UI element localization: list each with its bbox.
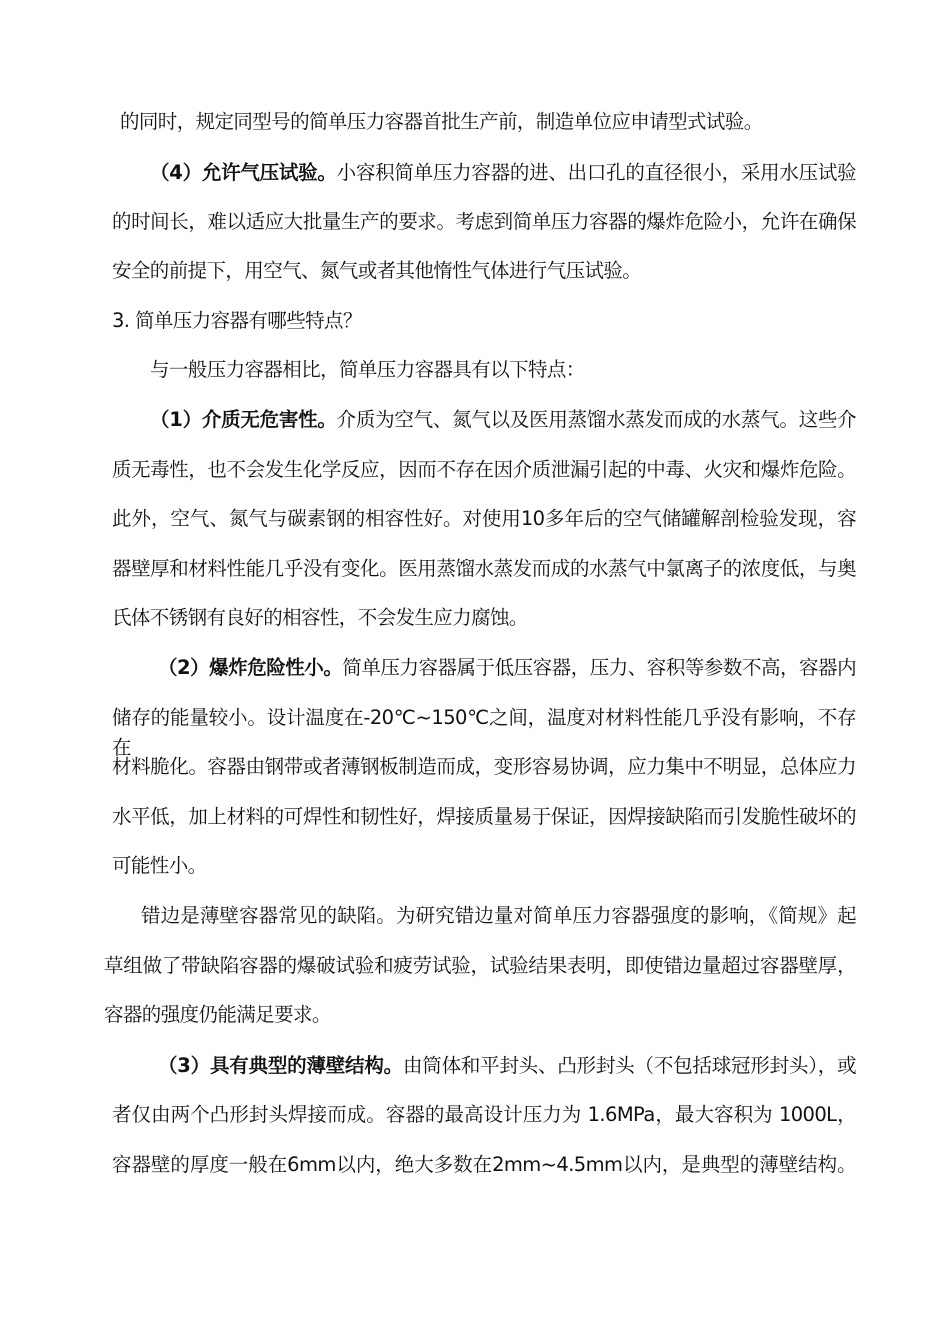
paragraph-line-6: [150, 355, 610, 385]
paragraph-line-10: [112, 554, 856, 584]
paragraph-line-21: [112, 1100, 856, 1130]
section-heading-2: （2）爆炸危险性小。: [158, 656, 343, 679]
line-text: 氏体不锈钢有良好的相容性，不会发生应力腐蚀。: [112, 606, 528, 629]
paragraph-line-16: [112, 851, 232, 881]
section-heading-3: （3）具有典型的薄壁结构。: [158, 1054, 403, 1077]
paragraph-line-4: [112, 256, 672, 286]
paragraph-line-13: [112, 703, 856, 759]
line-text: 介质为空气、氮气以及医用蒸馏水蒸发而成的水蒸气。这些介: [336, 408, 856, 431]
paragraph-line-9: [112, 504, 856, 534]
paragraph-line-15: [112, 802, 856, 832]
line-text: 可能性小。: [112, 854, 207, 877]
paragraph-line-7: [150, 405, 856, 435]
question-heading: [112, 306, 412, 336]
line-text: 的同时，规定同型号的简单压力容器首批生产前，制造单位应申请型式试验。: [120, 110, 763, 133]
paragraph-line-18: [104, 951, 856, 981]
line-text: 此外，空气、氮气与碳素钢的相容性好。对使用10多年后的空气储罐解剖检验发现，容: [112, 507, 856, 530]
line-text: 材料脆化。容器由钢带或者薄钢板制造而成，变形容易协调，应力集中不明显，总体应力: [112, 755, 856, 778]
paragraph-line-14: [112, 752, 856, 782]
paragraph-line-20: [158, 1051, 856, 1081]
line-text: 3. 简单压力容器有哪些特点？: [112, 309, 362, 332]
paragraph-line-11: [112, 603, 552, 633]
line-text: 质无毒性，也不会发生化学反应，因而不存在因介质泄漏引起的中毒、火灾和爆炸危险。: [112, 458, 856, 481]
line-text: 与一般压力容器相比，简单压力容器具有以下特点：: [150, 358, 585, 381]
line-text: 容器的强度仍能满足要求。: [104, 1003, 331, 1026]
line-text: 水平低，加上材料的可焊性和韧性好，焊接质量易于保证，因焊接缺陷而引发脆性破坏的: [112, 805, 856, 828]
line-text: 者仅由两个凸形封头焊接而成。容器的最高设计压力为 1.6MPa，最大容积为 1000L，: [112, 1103, 856, 1126]
line-text: 由筒体和平封头、凸形封头（不包括球冠形封头），或: [402, 1054, 856, 1077]
line-text: 错边是薄壁容器常见的缺陷。为研究错边量对简单压力容器强度的影响，《简规》起: [141, 904, 856, 927]
line-text: 安全的前提下，用空气、氮气或者其他惰性气体进行气压试验。: [112, 259, 642, 282]
paragraph-line-1: [120, 107, 800, 137]
paragraph-line-2: [150, 158, 856, 188]
line-text: 储存的能量较小。设计温度在-20℃~150℃之间，温度对材料性能几乎没有影响，不存在: [112, 706, 856, 759]
paragraph-line-17: [141, 901, 856, 931]
paragraph-line-22: [112, 1150, 856, 1180]
paragraph-line-12: [158, 653, 856, 683]
line-text: 草组做了带缺陷容器的爆破试验和疲劳试验，试验结果表明，即使错边量超过容器壁厚，: [104, 954, 856, 977]
paragraph-line-3: [112, 207, 856, 237]
line-text: 小容积简单压力容器的进、出口孔的直径很小，采用水压试验: [336, 161, 856, 184]
section-heading-4: （4）允许气压试验。: [150, 161, 337, 184]
line-text: 器壁厚和材料性能几乎没有变化。医用蒸馏水蒸发而成的水蒸气中氯离子的浓度低，与奥: [112, 557, 856, 580]
line-text: 容器壁的厚度一般在6mm以内，绝大多数在2mm~4.5mm以内，是典型的薄壁结构。: [112, 1153, 856, 1176]
line-text: 简单压力容器属于低压容器，压力、容积等参数不高，容器内: [342, 656, 856, 679]
paragraph-line-19: [104, 1000, 344, 1030]
section-heading-1: （1）介质无危害性。: [150, 408, 337, 431]
line-text: 的时间长，难以适应大批量生产的要求。考虑到简单压力容器的爆炸危险小，允许在确保: [112, 210, 856, 233]
paragraph-line-8: [112, 455, 856, 485]
